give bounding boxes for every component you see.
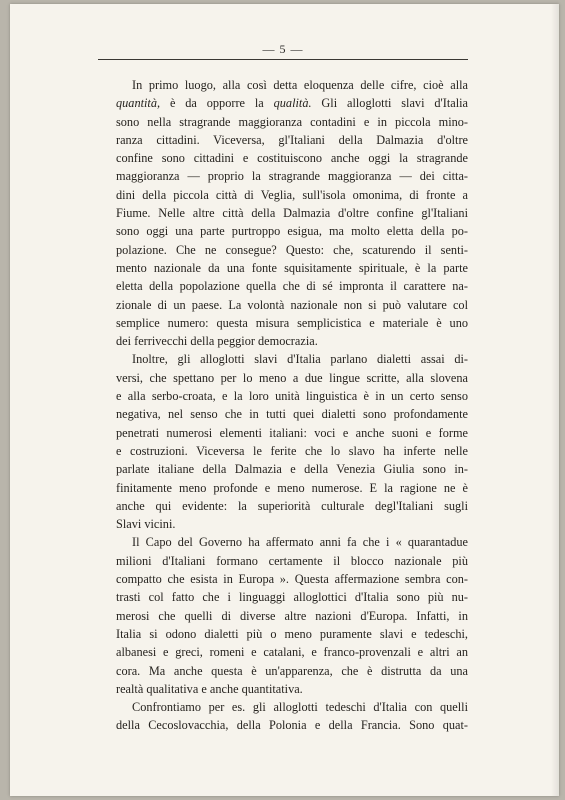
text-line [116, 698, 468, 716]
text-run: Inoltre, gli alloglotti slavi d'Italia parlano dialetti assai di- [132, 352, 468, 367]
paragraph [116, 533, 468, 698]
text-run: Gli alloglotti slavi d'Italia [311, 96, 468, 111]
text-run: semplice numero: questa misura semplicistica e materiale è uno [116, 315, 468, 330]
text-run: sono nella stragrande maggioranza contadini e in piccola mino- [116, 114, 468, 129]
text-line [116, 680, 468, 698]
text-run: compatto che esista in Europa ». Questa affermazione sembra con- [116, 572, 468, 587]
text-line [116, 186, 468, 204]
text-line [116, 332, 468, 350]
text-run: della Cecoslovacchia, della Polonia e della Francia. Sono quat- [116, 718, 468, 733]
text-line [116, 607, 468, 625]
text-run: Italia si odono dialetti più o meno puramente slavi e tedeschi, [116, 626, 468, 641]
text-run: zionale di un paese. La volontà nazionale non si può valutare col [116, 297, 468, 312]
text-run: dini della piccola città di Veglia, sull'isola omonima, di fronte a [116, 187, 468, 202]
book-page [10, 4, 559, 796]
text-run: albanesi e greci, romeni e catalani, e franco-provenzali e altri an [116, 645, 468, 660]
text-run: eletta della popolazione quella che di sé impronta il carattere na- [116, 279, 468, 294]
page-header [98, 42, 468, 58]
text-line [116, 552, 468, 570]
text-run: realtà qualitativa e anche quantitativa. [116, 681, 303, 696]
text-run: Slavi vicini. [116, 517, 176, 532]
text-run: mento nazionale da una fonte squisitamente spirituale, è la parte [116, 260, 468, 275]
text-line [116, 113, 468, 131]
text-line [116, 625, 468, 643]
italic-text: qualità. [273, 96, 312, 111]
text-run: merosi che quelli di diverse altre nazioni d'Europa. Infatti, in [116, 608, 468, 623]
text-line [116, 643, 468, 661]
text-run: ranza cittadini. Viceversa, gl'Italiani della Dalmazia d'oltre [116, 132, 468, 147]
text-run: negativa, nel senso che in tutti quei dialetti sono profondamente [116, 407, 468, 422]
text-line [116, 204, 468, 222]
text-run: milioni d'Italiani formano certamente il blocco nazionale più [116, 553, 468, 568]
text-run: polazione. Che ne consegue? Questo: che, scaturendo il senti- [116, 242, 468, 257]
text-line [116, 716, 468, 734]
text-run: In primo luogo, alla così detta eloquenza delle cifre, cioè alla [132, 78, 468, 92]
text-line [116, 167, 468, 185]
text-run: dei ferrivecchi della peggior democrazia. [116, 334, 318, 349]
text-line [116, 424, 468, 442]
text-line [116, 515, 468, 533]
text-run: finitamente meno profonde e meno numerose. E la ragione ne è [116, 480, 468, 495]
text-line [116, 497, 468, 515]
paragraph [116, 698, 468, 735]
text-line [116, 442, 468, 460]
text-run: e alla serbo-croata, e la loro unità linguistica è in un certo senso [116, 389, 468, 404]
paragraph [116, 76, 468, 350]
text-line [116, 222, 468, 240]
text-run: confine sono cittadini e costituiscono anche oggi la stragrande [116, 151, 468, 166]
text-line [116, 460, 468, 478]
text-line [116, 314, 468, 332]
text-line [116, 241, 468, 259]
text-line [116, 479, 468, 497]
text-run: anche qui evidente: la superiorità culturale degl'Italiani sugli [116, 498, 468, 513]
text-line [116, 570, 468, 588]
body-text [116, 76, 468, 735]
text-line [116, 588, 468, 606]
text-run: versi, che spettano per lo meno a due lingue scritte, alla slovena [116, 370, 468, 385]
header-rule [98, 59, 468, 60]
text-run: penetrati numerosi elementi italiani: voci e anche suoni e forme [116, 425, 468, 440]
text-line [116, 149, 468, 167]
paragraph [116, 350, 468, 533]
italic-text: quantità, [116, 96, 161, 111]
text-line [116, 405, 468, 423]
text-line [116, 94, 468, 112]
text-line [116, 76, 468, 94]
text-run: maggioranza — proprio la stragrande maggioranza — dei citta- [116, 169, 468, 184]
text-run: e costruzioni. Viceversa le ferite che lo slavo ha inferte nelle [116, 443, 468, 458]
text-run: parlate italiane della Dalmazia e della Venezia Giulia sono in- [116, 462, 468, 477]
text-line [116, 350, 468, 368]
page-edge-shadow [551, 4, 559, 796]
text-run: Il Capo del Governo ha affermato anni fa che i « quarantadue [132, 535, 468, 550]
text-line [116, 131, 468, 149]
page-number: — 5 — [262, 42, 304, 56]
text-line [116, 296, 468, 314]
text-run: trasti col fatto che i linguaggi alloglottici d'Italia sono più nu- [116, 590, 468, 605]
text-run: Confrontiamo per es. gli alloglotti tedeschi d'Italia con quelli [132, 700, 468, 715]
text-run: sono oggi una parte purtroppo esigua, ma molto eletta della po- [116, 224, 468, 239]
text-run: Fiume. Nelle altre città della Dalmazia d'oltre confine gl'Italiani [116, 206, 468, 221]
text-line [116, 369, 468, 387]
text-line [116, 533, 468, 551]
text-line [116, 387, 468, 405]
text-line [116, 259, 468, 277]
text-run: è da opporre la [160, 96, 274, 111]
text-line [116, 277, 468, 295]
text-run: cora. Ma anche questa è un'apparenza, che è distrutta da una [116, 663, 468, 678]
text-line [116, 662, 468, 680]
